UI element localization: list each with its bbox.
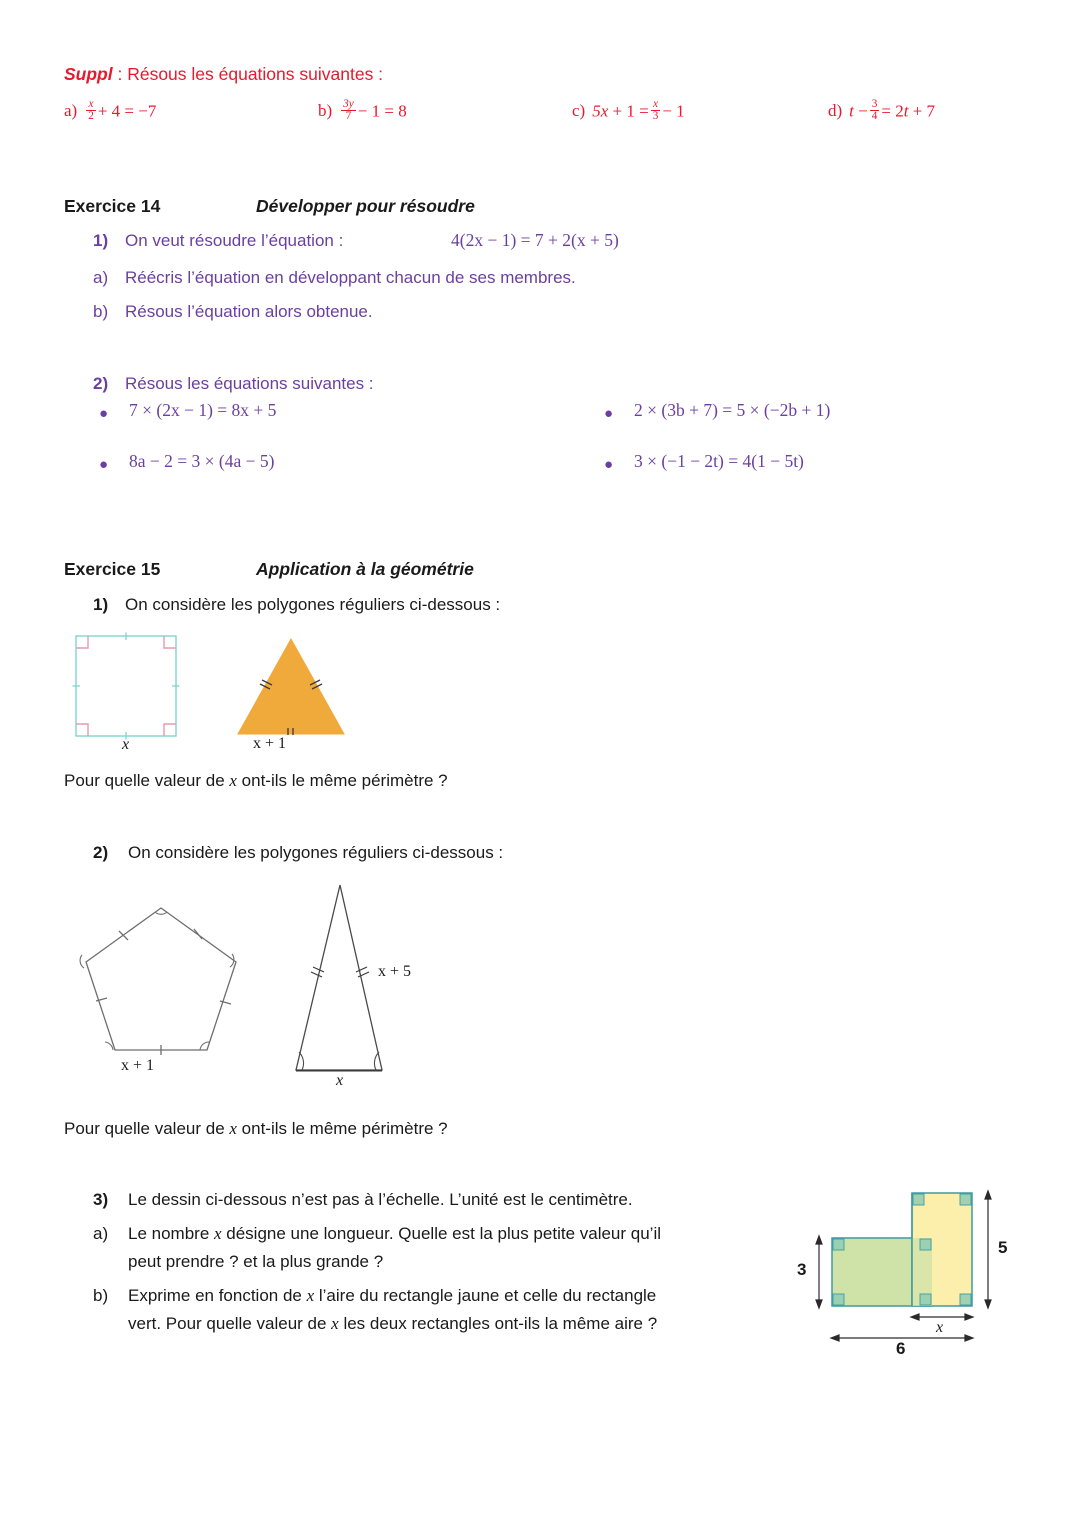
triangle-tall-shape <box>296 885 382 1070</box>
ex15-part1-question <box>64 771 448 791</box>
ex14-item2-number: 2) <box>93 374 109 393</box>
ex15-part3-b-line1-pre: Exprime en fonction de <box>128 1286 307 1305</box>
suppl-equation-b-letter: b) <box>318 101 333 121</box>
suppl-equation-a-letter: a) <box>64 101 78 121</box>
ex14-bullet-marker-2: ● <box>604 405 614 422</box>
ex14-bullet-2: 2 × (3b + 7) = 5 × (−2b + 1) <box>634 400 831 420</box>
exercise-15-heading: Exercice 15 <box>64 559 161 579</box>
ex15-part3-text: Le dessin ci-dessous n’est pas à l’échelle. L’unité est le centimètre. <box>128 1190 633 1209</box>
ex14-item1-text: On veut résoudre l’équation : <box>125 231 344 250</box>
pentagon-side-label: x + 1 <box>121 1057 155 1074</box>
suppl-equation-c-letter: c) <box>572 101 586 121</box>
suppl-c-numerator: x <box>653 98 658 110</box>
suppl-b-numerator: 3y <box>343 98 354 110</box>
rect-width-yellow-label: x <box>936 1319 944 1336</box>
triangle-tall-figure <box>278 880 468 1089</box>
ex15-part1-question-post: ont-ils le même périmètre ? <box>236 771 448 790</box>
ex15-part3-number: 3) <box>93 1190 109 1209</box>
ex15-part3-a-label: a) <box>93 1224 109 1243</box>
triangle-tall-base-label: x <box>336 1072 344 1089</box>
ex15-part3-b-line2-post: les deux rectangles ont-ils la même aire ? <box>338 1314 658 1333</box>
suppl-equation-d <box>828 100 935 124</box>
suppl-equation-a <box>64 100 156 124</box>
ex15-part3-a-line1-post: désigne une longueur. Quelle est la plus petite valeur qu’il <box>221 1224 662 1243</box>
ex15-part3-a-line2: peut prendre ? et la plus grande ? <box>128 1252 384 1271</box>
exercise-14-heading: Exercice 14 <box>64 196 161 216</box>
ex14-item-a-text: Réécris l’équation en développant chacun de ses membres. <box>125 268 576 287</box>
ex14-item1-equation: 4(2x − 1) = 7 + 2(x + 5) <box>451 230 619 250</box>
ex15-part2-question <box>64 1119 448 1139</box>
ex14-item-b-label: b) <box>93 302 109 321</box>
ex14-item1-number: 1) <box>93 231 109 250</box>
ex15-part1-number: 1) <box>93 595 109 614</box>
suppl-a-denominator: 2 <box>88 110 94 123</box>
dimension-3-arrow <box>816 1236 822 1308</box>
suppl-b-rest: − 1 = 8 <box>357 101 407 121</box>
triangle-orange-figure <box>236 636 361 752</box>
ex15-part1-question-pre: Pour quelle valeur de <box>64 771 230 790</box>
ex15-part3-b-line1-var: x <box>306 1286 315 1305</box>
rect-width-total-label: 6 <box>896 1339 906 1358</box>
suppl-c-denominator: 3 <box>652 110 659 123</box>
suppl-heading <box>64 64 383 85</box>
ex14-bullet-marker-3: ● <box>99 456 109 473</box>
ex14-bullet-3: 8a − 2 = 3 × (4a − 5) <box>129 451 275 471</box>
square-side-label: x <box>122 736 130 753</box>
square-shape <box>76 636 176 736</box>
suppl-b-denominator: 7 <box>341 110 356 122</box>
ex15-part3-b-line2-var: x <box>331 1314 339 1333</box>
suppl-equation-c <box>572 100 685 124</box>
exercise-14-title: Développer pour résoudre <box>256 196 475 216</box>
dimension-5-arrow <box>985 1191 991 1308</box>
suppl-d-rest: = 2t + 7 <box>881 101 936 121</box>
ex14-item-b-text: Résous l’équation alors obtenue. <box>125 302 373 321</box>
ex15-part1-question-var: x <box>229 771 237 790</box>
ex15-part3-a-line1 <box>128 1224 661 1244</box>
suppl-c-pre: 5x + 1 = <box>592 101 649 121</box>
suppl-c-rest: − 1 <box>662 101 685 121</box>
pentagon-figure <box>72 898 257 1078</box>
ex15-part3-b-line1-post: l’aire du rectangle jaune et celle du rectangle <box>314 1286 657 1305</box>
rectangles-figure <box>797 1178 1040 1358</box>
ex15-part3-b-label: b) <box>93 1286 109 1305</box>
ex14-bullet-4: 3 × (−1 − 2t) = 4(1 − 5t) <box>634 451 804 471</box>
ex15-part3-a-line1-var: x <box>214 1224 222 1243</box>
ex15-part3-b-line2 <box>128 1314 657 1334</box>
suppl-a-rest: + 4 = −7 <box>97 101 157 121</box>
ex15-part3-a-line1-pre: Le nombre <box>128 1224 214 1243</box>
exercise-15-title: Application à la géométrie <box>256 559 474 579</box>
rect-height-yellow-label: 5 <box>998 1238 1008 1257</box>
rect-height-green-label: 3 <box>797 1260 807 1279</box>
ex14-bullet-marker-4: ● <box>604 456 614 473</box>
ex14-item-a-label: a) <box>93 268 109 287</box>
suppl-label: Suppl <box>64 64 113 84</box>
pentagon-shape <box>86 908 236 1050</box>
suppl-equation-b <box>318 100 407 124</box>
ex14-item2-text: Résous les équations suivantes : <box>125 374 374 393</box>
suppl-d-numerator: 3 <box>871 98 878 110</box>
suppl-a-numerator: x <box>88 98 94 110</box>
ex15-part2-question-pre: Pour quelle valeur de <box>64 1119 230 1138</box>
ex15-part1-text: On considère les polygones réguliers ci-dessous : <box>125 595 501 614</box>
ex14-bullet-1: 7 × (2x − 1) = 8x + 5 <box>129 400 277 420</box>
suppl-d-denominator: 4 <box>871 110 878 123</box>
triangle-orange-shape <box>238 639 344 734</box>
suppl-d-pre: t − <box>849 101 868 121</box>
ex15-part3-b-line1 <box>128 1286 656 1306</box>
ex15-part3-b-line2-pre: vert. Pour quelle valeur de <box>128 1314 332 1333</box>
suppl-intro: : Résous les équations suivantes : <box>112 64 384 84</box>
triangle-tall-side-label: x + 5 <box>378 963 412 980</box>
ex15-part2-number: 2) <box>93 843 109 862</box>
square-figure <box>72 632 197 753</box>
ex15-part2-question-post: ont-ils le même périmètre ? <box>236 1119 448 1138</box>
triangle-orange-side-label: x + 1 <box>253 735 287 752</box>
ex14-bullet-marker-1: ● <box>99 405 109 422</box>
suppl-equation-d-letter: d) <box>828 101 843 121</box>
ex15-part2-question-var: x <box>229 1119 237 1138</box>
ex15-part2-text: On considère les polygones réguliers ci-dessous : <box>128 843 504 862</box>
